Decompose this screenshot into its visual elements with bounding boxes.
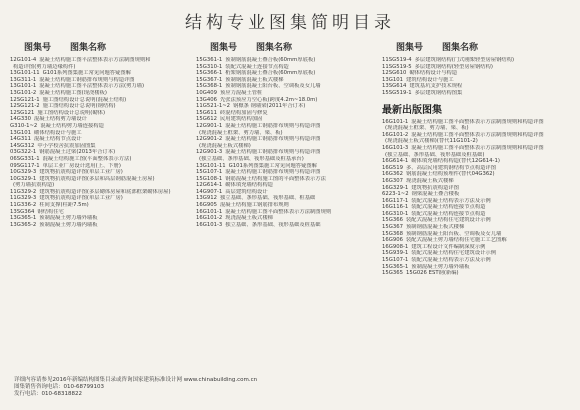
entry-name: (现浇混凝土板式楼梯) <box>199 142 251 149</box>
entry-name: G101系列图集施工常见问题答疑图解 <box>228 162 317 169</box>
list-item <box>10 103 188 110</box>
list-item <box>196 195 374 202</box>
entry-code: 16G307 <box>382 177 403 184</box>
entry-code: 16G362 <box>382 171 403 178</box>
entry-name: 独立基础、条形基础、筏形基础及桩基础 <box>225 221 321 228</box>
entry-name: 混凝土结构施工图平法整体表示方法制图规则和 <box>39 57 151 63</box>
entry-code: 15G365 <box>382 270 403 277</box>
entry-name: 装配式混凝土结构住宅建筑设计示例 <box>405 217 491 224</box>
entry-name: 桁架钢筋混凝土叠合板(60mm厚底板) <box>225 70 316 77</box>
entry-code: 10G409 <box>196 89 217 96</box>
entry-name: (现浇混凝土框架、剪力墙、梁、板) <box>199 129 283 136</box>
entry-name: 现浇混凝土板式楼梯 <box>225 215 273 222</box>
footer-line: 发行电话：010-68318822 <box>14 391 82 397</box>
entry-code: 13G101 <box>382 76 403 83</box>
entry-name: 多、高层民用建筑钢结构节点构造详图 <box>405 164 497 171</box>
entry-name: 独立基础、条形基础、筏形基础、桩基础 <box>219 195 316 202</box>
list-item <box>196 136 374 143</box>
entry-code: 11SG519-4 <box>382 57 412 63</box>
list-item <box>382 132 572 139</box>
list-item <box>10 70 188 77</box>
entry-code: 16G101-3 <box>382 144 409 151</box>
entry-code: 16G101-1 <box>196 208 223 215</box>
entry-name: 砌体结构设计与施工 <box>33 129 82 136</box>
entry-code: 12G901-3 <box>196 149 223 156</box>
list-item <box>10 215 188 222</box>
entry-name: 建筑结构设计与施工 <box>405 76 454 83</box>
entry-code: 6223-1~2 <box>382 191 409 198</box>
entry-name: 混凝土结构施工图(现浇楼板) <box>39 89 107 96</box>
entry-code: 13G912 <box>196 195 217 202</box>
list-item <box>382 77 572 84</box>
entry-name: 混凝土结构施工图(平面整体表示方法) <box>42 155 132 162</box>
header-name: 图集名称 <box>442 43 479 53</box>
entry-code: 11G521-1~2 <box>196 103 231 110</box>
entry-name: 混凝土结构施工图平面整体表示方法制图规则 <box>225 208 332 215</box>
entry-name: 建筑物抗震构造详图(单层工业厂房) <box>39 169 123 176</box>
entry-code: 16G117-1 <box>382 197 409 204</box>
entry-name: 砌体填充墙结构构造(替代12G614-1) <box>411 158 500 165</box>
entry-name: 混凝土结构施工图平面整体表示方法制图规则和构造详图 <box>411 144 544 151</box>
list-item <box>382 185 572 192</box>
entry-code: 16G614-1 <box>382 158 409 165</box>
entry-code: 15G368-1 <box>196 83 223 90</box>
entry-name: 预应力混凝土管桩 <box>219 89 263 96</box>
entry-code: 13G365-2 <box>10 221 37 228</box>
list-item <box>382 145 572 152</box>
list-item <box>382 125 572 132</box>
entry-code: 12G901-1 <box>196 122 223 129</box>
entry-name: 装配式混凝土连接节点构造 <box>225 63 289 70</box>
header-name: 图集名称 <box>70 43 107 53</box>
list-item <box>382 171 572 178</box>
entry-name: 建筑物抗震构造详图 <box>411 184 459 191</box>
entry-name: 砌体结构设计与构造 <box>409 70 458 77</box>
entry-code: 13G101-11 <box>196 162 226 169</box>
entry-name: 混凝土结构施工钢筋排布规则 <box>219 202 289 209</box>
entry-name: 钢筋混凝土结构预埋件(替代04G362) <box>405 171 495 178</box>
entry-name: 钢筋混凝土结构施工图的平面整体表示方法 <box>225 175 326 182</box>
entry-name: 多层建筑钢结构(轻型房屋钢结构) <box>414 63 493 70</box>
list-item <box>382 211 572 218</box>
list-item <box>10 156 188 163</box>
entry-code: 10G329-1 <box>10 175 37 182</box>
list-item <box>196 57 374 64</box>
entry-name: 装配式混凝土结构连接节点构造 <box>411 204 486 211</box>
list-item <box>10 143 188 150</box>
list-item <box>196 169 374 176</box>
entry-code: 13SG614 <box>382 83 407 90</box>
list-item <box>10 77 188 84</box>
entry-name: 高层建筑结构设计 <box>225 188 268 195</box>
list-item <box>196 77 374 84</box>
entry-name: 建筑物抗震构造详图(多层和高层钢筋混凝土房屋) <box>39 175 155 182</box>
list-item <box>382 57 572 64</box>
entry-name: 装配式混凝土结构表示方法及示例 <box>411 257 491 264</box>
list-item <box>10 222 188 229</box>
entry-name: 砌体填充墙结构构造 <box>225 182 273 189</box>
entry-name: 现浇混凝土板式楼梯 <box>405 177 454 184</box>
entry-name: 混凝土结构施工钢筋排布规则与构造详图 <box>225 169 321 176</box>
entry-code: 13G101-1 <box>10 83 37 90</box>
entry-name: 混凝土结构剪力墙连接构造 <box>40 122 104 129</box>
new-publications-heading: 最新出版图集 <box>382 104 442 116</box>
entry-code: 13G101-2 <box>10 89 37 96</box>
entry-name: 装配式混凝土结构连接节点构造 <box>411 210 486 217</box>
footer-info <box>14 377 257 398</box>
list-item <box>382 257 572 264</box>
entry-name: (独立基础、条形基础、筏形基础及桩基础) <box>385 151 485 158</box>
list-item <box>382 191 572 198</box>
list-item <box>196 123 374 130</box>
entry-name: 单层工业厂房设计选用(上、下册) <box>42 162 121 169</box>
entry-code: 15G107-1 <box>382 257 409 264</box>
list-item <box>382 152 572 159</box>
entry-name: 预制钢筋混凝土阳台板、空调板及女儿墙 <box>405 230 502 237</box>
header-code: 图集号 <box>210 43 238 53</box>
list-item <box>10 123 188 130</box>
column-header <box>10 40 188 53</box>
entry-code: 16G101-2 <box>382 131 409 138</box>
entry-name: (剪力墙抗震构造) <box>13 182 55 189</box>
entry-name: 预制钢筋混凝土板式楼梯 <box>225 76 284 83</box>
entry-name: 混凝土结构施工钢筋排布规则与构造详图 <box>225 136 321 143</box>
entry-code: 11G329-2 <box>10 188 37 195</box>
list-item <box>382 64 572 71</box>
list-item <box>196 189 374 196</box>
list-item <box>382 138 572 145</box>
list-item <box>196 70 374 77</box>
list-item <box>382 165 572 172</box>
list-item <box>10 195 188 202</box>
list-item <box>196 163 374 170</box>
entry-name: 预制钢筋混凝土阳台板、空调板及女儿墙 <box>225 83 321 90</box>
list-item <box>196 149 374 156</box>
entry-code: 15G108-1 <box>196 175 223 182</box>
entry-name: 建筑基坑支护技术规程 <box>409 83 463 90</box>
entry-code: 14SG312 <box>10 142 35 149</box>
list-item <box>382 178 572 185</box>
entry-name: 混凝土结构剪力墙设计 <box>33 116 87 123</box>
entry-code: 16G101-1 <box>382 118 409 125</box>
entry-name: 预制钢筋混凝土叠合板(60mm厚底板) <box>225 57 316 63</box>
column-header <box>382 40 572 53</box>
entry-code: 16G329-1 <box>382 184 409 191</box>
entry-code: 15G368 <box>382 230 403 237</box>
list-item <box>10 202 188 209</box>
entry-code: 16G116-1 <box>382 204 409 211</box>
entry-name: 钢筋混凝土过梁(2013年合订本) <box>39 149 116 156</box>
entry-code: 15G365-1 <box>382 263 409 270</box>
entry-code: 15G366 <box>382 217 403 224</box>
entry-name: 钢檩条 钢墙梁(2011年合订本) <box>233 103 306 110</box>
entry-code: 16G905 <box>196 202 217 209</box>
list-item <box>196 215 374 222</box>
entry-code: 15G367-1 <box>196 76 223 83</box>
entry-code: 14G330 <box>10 116 31 123</box>
list-item <box>196 156 374 163</box>
list-item <box>196 222 374 229</box>
entry-code: 09SG117-1 <box>10 162 40 169</box>
entry-code: 12SG121 <box>10 109 35 116</box>
entry-name: (独立基础、条形基础、筏形基础及桩基承台) <box>199 155 304 162</box>
header-code: 图集号 <box>396 43 424 53</box>
list-item <box>10 110 188 117</box>
list-item <box>382 270 572 277</box>
entry-code: 10G329-3 <box>10 169 37 176</box>
list-item <box>382 250 572 257</box>
entry-code: 16G101-3 <box>196 221 223 228</box>
header-code: 图集号 <box>24 43 52 53</box>
entry-name: 柱间支撑(柱距7.5m) <box>39 202 89 209</box>
list-item <box>382 244 572 251</box>
entry-code: 13G406 <box>196 96 217 103</box>
entry-code: 16G310-1 <box>382 210 409 217</box>
list-item <box>382 198 572 205</box>
entry-name: 混凝土结构施工钢筋排布规则与构造详图 <box>225 149 321 156</box>
entry-code: 03G322-1 <box>10 149 37 156</box>
list-item <box>10 83 188 90</box>
list-item <box>10 130 188 137</box>
entry-name: 预制混凝土剪力墙内墙板 <box>39 221 98 228</box>
list-item <box>382 204 572 211</box>
entry-name: 装配式混凝土结构表示方法及示例 <box>411 197 491 204</box>
entry-name: 建筑工程设计文件编制深度示例 <box>411 243 486 250</box>
entry-code: 16G906 <box>382 237 403 244</box>
page-title: 结构专业图集简明目录 <box>185 13 395 33</box>
entry-name: 混凝土结构节点设计 <box>33 136 82 143</box>
entry-name: 民用建筑结构加固 <box>219 116 263 123</box>
list-item <box>196 110 374 117</box>
catalog-column-2 <box>196 40 374 380</box>
entry-code: 13G101-11 <box>10 70 40 77</box>
list-item <box>10 64 188 71</box>
entry-name: 预制混凝土剪力墙外墙板 <box>411 263 470 270</box>
list-item <box>196 130 374 137</box>
list-item <box>382 119 572 126</box>
list-item <box>382 217 572 224</box>
list-item <box>10 209 188 216</box>
entry-code: 14G311 <box>10 136 31 143</box>
entry-list <box>10 57 188 228</box>
entry-code: 11SG519-5 <box>382 63 412 70</box>
list-item <box>382 237 572 244</box>
list-item <box>382 231 572 238</box>
entry-name: 装配式混凝土剪力墙结构住宅施工工艺图解 <box>405 237 507 244</box>
entry-code: 12G101-4 <box>10 57 37 63</box>
entry-name: 装配式混凝土结构住宅建筑设计示例 <box>411 250 497 257</box>
catalog-column-1 <box>10 40 188 380</box>
new-entry-list <box>382 119 572 277</box>
entry-name: 施工图结构设计总说明(混凝土结构) <box>42 96 127 103</box>
list-item <box>196 103 374 110</box>
catalog-column-3 <box>382 40 572 380</box>
list-item <box>196 90 374 97</box>
entry-name: 构造详图(剪力墙边缘构件) <box>13 63 76 70</box>
entry-code: 15G611 <box>196 109 217 116</box>
entry-code: 15G939-1 <box>382 250 409 257</box>
entry-name: 多层建筑钢结构(门式刚架轻型房屋钢结构) <box>414 57 515 63</box>
entry-code: 16G101-2 <box>196 215 223 222</box>
entry-name: 15G026 EST钢(新编) <box>405 270 459 277</box>
entry-code: 15G361-1 <box>196 57 223 63</box>
list-item <box>382 90 572 97</box>
list-item <box>196 64 374 71</box>
entry-list <box>382 57 572 97</box>
list-item <box>196 182 374 189</box>
list-item <box>382 83 572 90</box>
entry-code: 12SG121-2 <box>10 103 40 110</box>
list-item <box>196 176 374 183</box>
entry-name: 混凝土结构施工图平法整体表示方法(剪力墙) <box>39 83 145 90</box>
entry-name: 多层建筑钢结构图集 <box>414 89 463 96</box>
entry-code: 11G329-3 <box>10 195 37 202</box>
list-item <box>196 116 374 123</box>
entry-name: 建筑物抗震构造详图(多层砌体房屋和底部框架砌体房屋) <box>39 188 171 195</box>
list-item <box>10 189 188 196</box>
list-item <box>196 202 374 209</box>
list-item <box>10 169 188 176</box>
list-item <box>382 264 572 271</box>
entry-name: (现浇混凝土框架、剪力墙、梁、板) <box>385 125 469 132</box>
list-item <box>382 158 572 165</box>
entry-code: 15G310-1 <box>196 63 223 70</box>
entry-name: 施工图结构设计总说明(钢结构) <box>42 103 116 110</box>
list-item <box>10 90 188 97</box>
entry-code: 12SG121-1 <box>10 96 40 103</box>
list-item <box>10 136 188 143</box>
entry-code: 12SG610 <box>382 70 407 77</box>
entry-code: 15G366-1 <box>196 70 223 77</box>
entry-code: 13G365-1 <box>10 215 37 222</box>
list-item <box>382 224 572 231</box>
footer-line: 图集销售咨询电话：010-68799103 <box>14 384 104 390</box>
entry-name: 中小学校舍抗震加固图集 <box>37 142 96 149</box>
entry-list <box>196 57 374 228</box>
entry-name: 砖混结构加固与修复 <box>219 109 268 116</box>
list-item <box>10 97 188 104</box>
entry-name: (现浇混凝土板式楼梯)(替代11G101-2) <box>385 138 478 145</box>
entry-code: 16G908-1 <box>382 243 409 250</box>
list-item <box>196 83 374 90</box>
list-item <box>196 143 374 150</box>
entry-code: 11G336-2 <box>10 202 37 209</box>
footer-line: 详细内容请参见2016年新编结构图集目录或咨询国家建筑标准设计网 www.chinabuilding.com.cn <box>14 377 258 383</box>
entry-name: 预制混凝土剪力墙外墙板 <box>39 215 98 222</box>
entry-code: 15G367 <box>382 224 403 231</box>
list-item <box>196 97 374 104</box>
entry-code: 15SG519-1 <box>382 89 412 96</box>
entry-name: 钢结构住宅 <box>37 208 64 215</box>
entry-code: G310-1~2 <box>10 122 38 129</box>
list-item <box>382 70 572 77</box>
entry-name: 混凝土结构施工钢筋排布规则与构造详图 <box>39 76 135 83</box>
column-header <box>196 40 374 53</box>
entry-name: 建筑物抗震构造详图(单层工业厂房) <box>39 195 123 202</box>
list-item <box>10 57 188 64</box>
entry-code: 13G101 <box>10 129 31 136</box>
entry-name: 混凝土结构施工图平面整体表示方法制图规则和构造详图 <box>411 118 544 125</box>
entry-code: 12G901-2 <box>196 136 223 143</box>
entry-name: 先张法预应力空心板(跨度4.2m~18.0m) <box>219 96 318 103</box>
entry-name: 混凝土结构施工图平面整体表示方法制图规则和构造详图 <box>411 131 544 138</box>
entry-name: G101系列图集施工常见问题答疑图解 <box>42 70 131 77</box>
entry-name: 施工图结构设计总说明(砌体) <box>37 109 106 116</box>
entry-name: 混凝土结构施工钢筋排布规则与构造详图 <box>225 122 321 129</box>
list-item <box>10 116 188 123</box>
entry-code: 15G612 <box>196 116 217 123</box>
entry-code: 16G519 <box>382 164 403 171</box>
list-item <box>196 209 374 216</box>
list-item <box>10 182 188 189</box>
entry-code: 15G107-1 <box>196 169 223 176</box>
entry-code: 06SG331-1 <box>10 155 40 162</box>
entry-name: 预制钢筋混凝土板式楼梯 <box>405 224 465 231</box>
entry-name: 钢梁混凝土叠合楼板 <box>411 191 460 198</box>
list-item <box>10 163 188 170</box>
entry-code: 13G311-1 <box>10 76 37 83</box>
entry-code: 14G907-1 <box>196 188 223 195</box>
list-item <box>10 176 188 183</box>
list-item <box>10 149 188 156</box>
entry-code: 12G614-1 <box>196 182 223 189</box>
entry-code: 13SG364 <box>10 208 35 215</box>
header-name: 图集名称 <box>256 43 293 53</box>
